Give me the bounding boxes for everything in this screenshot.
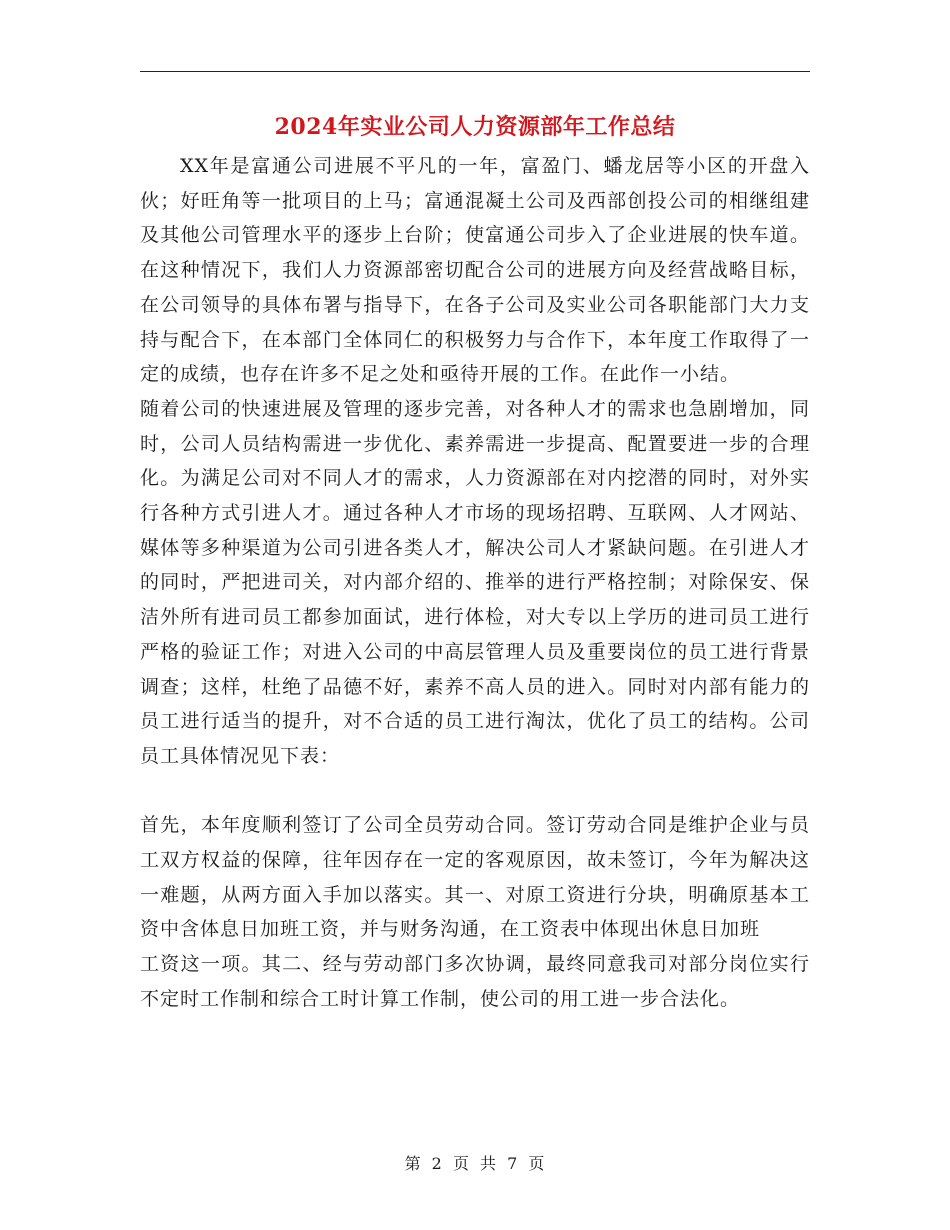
paragraph-recruitment: 随着公司的快速进展及管理的逐步完善，对各种人才的需求也急剧增加，同时，公司人员结构需进一步优化、素养需进一步提高、配置要进一步的合理化。为满足公司对不同人才的需求，人力资源部在对内挖潜的同时，对外实行各种方式引进人才。通过各种人才市场的现场招聘、互联网、人才网站、媒体等多种渠道为公司引进各类人才，解决公司人才紧缺问题。在引进人才的同时，严把进司关，对内部介绍的、推举的进行严格控制；对除保安、保洁外所有进司员工都参加面试，进行体检，对大专以上学历的进司员工进行严格的验证工作；对进入公司的中高层管理人员及重要岗位的员工进行背景调查；这样，杜绝了品德不好，素养不高人员的进入。同时对内部有能力的员工进行适当的提升，对不合适的员工进行淘汰，优化了员工的结构。公司员工具体情况见下表： [140,397,810,767]
table-placeholder-gap [140,774,810,809]
header-rule [140,71,810,72]
paragraph-labor-contract: 首先，本年度顺利签订了公司全员劳动合同。签订劳动合同是维护企业与员工双方权益的保障，往年因存在一定的客观原因，故未签订，今年为解决这一难题，从两方面入手加以落实。其一、对原工资进行分块，明确原基本工资中含体息日加班工资，并与财务沟通，在工资表中体现出休息日加班 [140,814,810,941]
document-body [140,149,810,1017]
page-number: 第 2 页 共 7 页 [404,1154,546,1173]
paragraph-intro: XX年是富通公司进展不平凡的一年，富盈门、蟠龙居等小区的开盘入伙；好旺角等一批项目的上马；富通混凝土公司及西部创投公司的相继组建及其他公司管理水平的逐步上台阶；使富通公司步入了企业进展的快车道。在这种情况下，我们人力资源部密切配合公司的进展方向及经营战略目标，在公司领导的具体布署与指导下，在各子公司及实业公司各职能部门大力支持与配合下，在本部门全体同仁的积极努力与合作下，本年度工作取得了一定的成绩，也存在许多不足之处和亟待开展的工作。在此作一小结。 [140,155,810,386]
paragraph-labor-contract-cont: 工资这一项。其二、经与劳动部门多次协调，最终同意我司对部分岗位实行不定时工作制和综合工时计算工作制，使公司的用工进一步合法化。 [140,953,810,1010]
document-title: 2024年实业公司人力资源部年工作总结 [274,114,676,140]
